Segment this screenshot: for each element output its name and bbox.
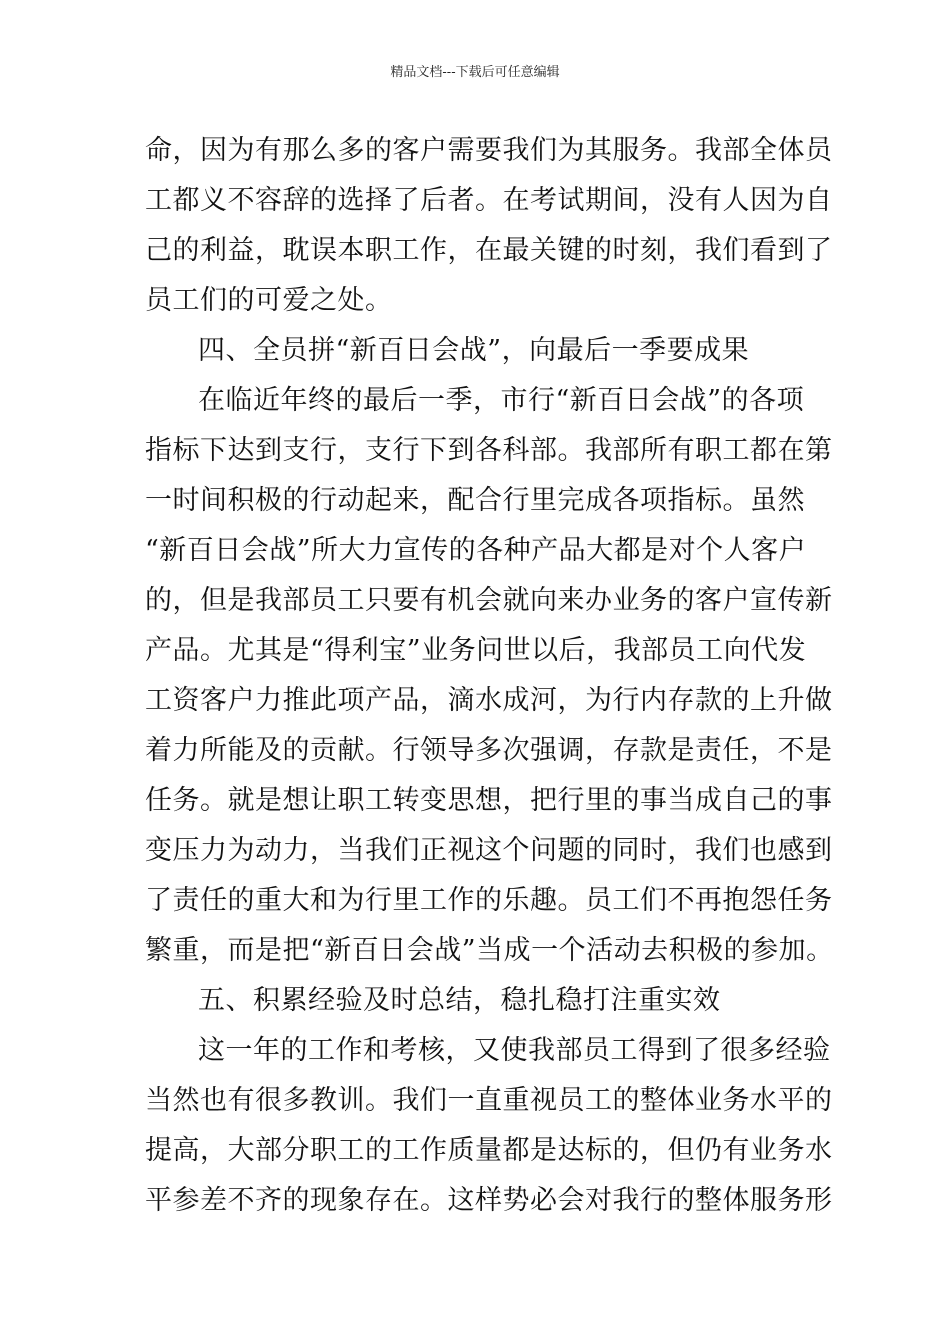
- body-line-16: 了责任的重大和为行里工作的乐趣。员工们不再抱怨任务: [145, 885, 833, 916]
- body-line-2: 工都义不容辞的选择了后者。在考试期间，没有人因为自: [145, 185, 833, 216]
- body-line-15: 变压力为动力，当我们正视这个问题的同时，我们也感到: [145, 835, 833, 866]
- body-line-6: 在临近年终的最后一季，市行“新百日会战”的各项: [198, 385, 805, 416]
- body-line-19: 这一年的工作和考核，又使我部员工得到了很多经验: [198, 1035, 831, 1066]
- body-line-4: 员工们的可爱之处。: [145, 285, 393, 316]
- body-line-17: 繁重，而是把“新百日会战”当成一个活动去积极的参加。: [145, 935, 834, 966]
- body-line-21: 提高，大部分职工的工作质量都是达标的，但仍有业务水: [145, 1135, 833, 1166]
- body-line-8: 一时间积极的行动起来，配合行里完成各项指标。虽然: [145, 485, 805, 516]
- page-header: 精品文档---下载后可任意编辑: [390, 65, 560, 80]
- body-line-20: 当然也有很多教训。我们一直重视员工的整体业务水平的: [145, 1085, 833, 1116]
- section-heading-4: 四、全员拼“新百日会战”，向最后一季要成果: [198, 335, 750, 366]
- body-line-22: 平参差不齐的现象存在。这样势必会对我行的整体服务形: [145, 1185, 833, 1216]
- body-line-13: 着力所能及的贡献。行领导多次强调，存款是责任，不是: [145, 735, 833, 766]
- body-line-14: 任务。就是想让职工转变思想，把行里的事当成自己的事: [145, 785, 833, 816]
- body-line-7: 指标下达到支行，支行下到各科部。我部所有职工都在第: [145, 435, 833, 466]
- body-line-3: 己的利益，耽误本职工作，在最关键的时刻，我们看到了: [145, 235, 833, 266]
- body-line-1: 命，因为有那么多的客户需要我们为其服务。我部全体员: [145, 135, 833, 166]
- body-line-11: 产品。尤其是“得利宝”业务问世以后，我部员工向代发: [145, 635, 807, 666]
- section-heading-5: 五、积累经验及时总结，稳扎稳打注重实效: [198, 985, 721, 1016]
- body-line-9: “新百日会战”所大力宣传的各种产品大都是对个人客户: [145, 535, 807, 566]
- body-line-12: 工资客户力推此项产品，滴水成河，为行内存款的上升做: [145, 685, 833, 716]
- body-line-10: 的，但是我部员工只要有机会就向来办业务的客户宣传新: [145, 585, 833, 616]
